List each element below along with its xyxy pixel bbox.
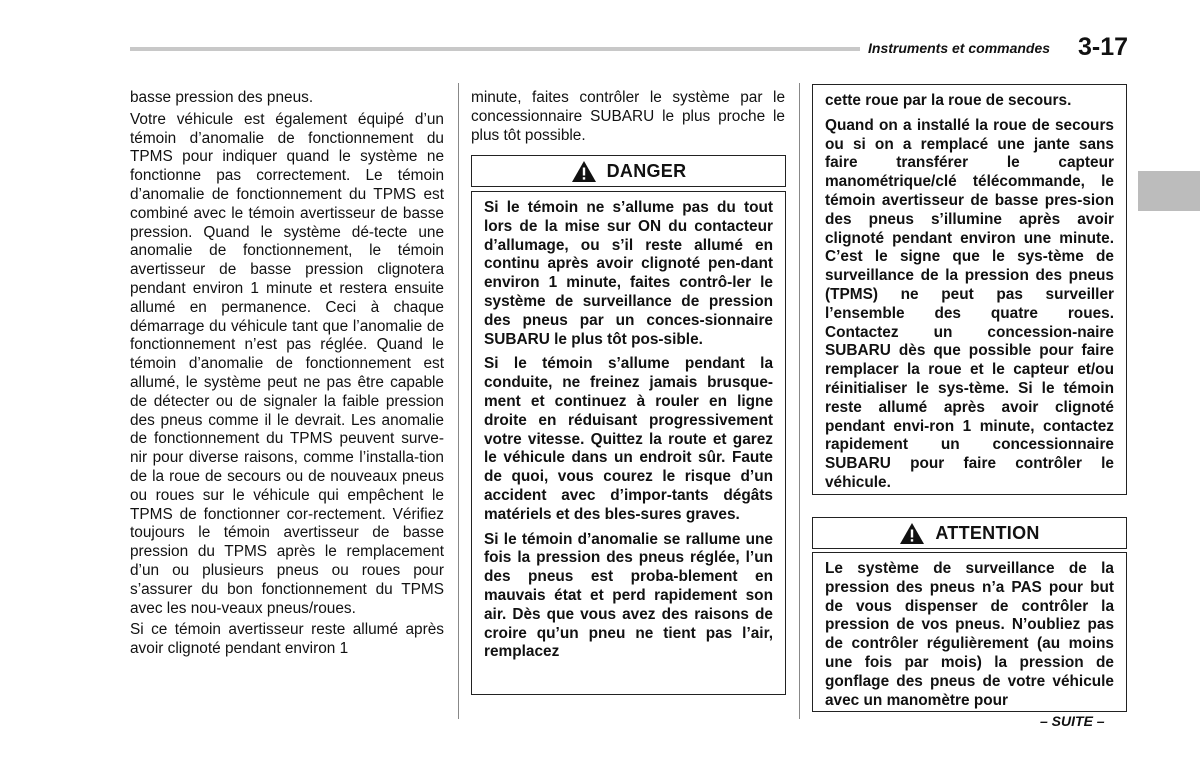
- page-number: 3-17: [1078, 33, 1129, 61]
- section-title: Instruments et commandes: [868, 40, 1051, 56]
- danger-paragraph: Quand on a installé la roue de secours ou si on a remplacé une jante sans faire transférer le capteur manométrique/clé télécommande, le témoin avertisseur de basse pres-sion des pneus s’illumine après avoir clignoté pendant environ une minute. C’est le signe que le sys-tème de surveillance de la pression des pneus (TPMS) ne peut pas surveiller l’ensemble des quatre roues. Contactez un concession-naire SUBARU dès que possible pour faire remplacer la roue et le capteur et/ou réinitialiser le sys-tème. Si le témoin reste allumé après avoir clignoté pendant envi-ron 1 minute, contactez rapidement un concessionnaire SUBARU pour faire contrôler le véhicule.: [825, 116, 1114, 491]
- attention-paragraph: Le système de surveillance de la pression des pneus n’a PAS pour but de vous dispenser de contrôler la pression de vos pneus. N’oubliez pas de contrôler régulièrement (au moins une fois par mois) la pression de gonflage des pneus de votre véhicule avec un manomètre pour: [825, 560, 1114, 709]
- column-divider: [799, 83, 800, 719]
- body-column-1: [130, 89, 444, 662]
- chapter-thumb-tab: [1138, 171, 1200, 211]
- warning-triangle-icon: [899, 522, 925, 545]
- danger-paragraph: Si le témoin d’anomalie se rallume une fois la pression des pneus réglée, l’un des pneus est proba-blement en mauvais état et perd rapidement son air. Dès que vous avez des raisons de croire qu’un pneu ne tient pas l’air, remplacez: [484, 530, 773, 661]
- attention-label: ATTENTION: [935, 522, 1040, 543]
- attention-box: [812, 552, 1127, 712]
- danger-paragraph: Si le témoin s’allume pendant la conduite, ne freinez jamais brusque-ment et continuez à rouler en ligne droite en réduisant progressivement votre vitesse. Quittez la route et garez le véhicule dans un endroit sûr. Faute de quoi, vous courez le risque d’un accident avec d’impor-tants dégâts matériels et des bles-sures graves.: [484, 355, 773, 523]
- danger-box-continued: [812, 84, 1127, 495]
- danger-paragraph: Si le témoin ne s’allume pas du tout lors de la mise sur ON du contacteur d’allumage, ou s’il reste allumé en continu après avoir clignoté pen-dant environ 1 minute, faites contrô-ler le système de surveillance de pression des pneus par un conces-sionnaire SUBARU le plus tôt pos-sible.: [484, 199, 773, 348]
- danger-paragraph: cette roue par la roue de secours.: [825, 92, 1072, 109]
- danger-label: DANGER: [606, 160, 687, 181]
- body-paragraph: basse pression des pneus.: [130, 89, 314, 106]
- body-paragraph: Votre véhicule est également équipé d’un témoin d’anomalie de fonctionnement du TPMS pour indiquer quand le système ne fonctionne pas correctement. Le témoin d’anomalie de fonctionnement du TPMS est combiné avec le témoin avertisseur de basse pression. Quand le système dé-tecte une anomalie de fonctionnement, le témoin avertisseur de basse pression clignotera pendant environ 1 minute et restera ensuite allumé en permanence. Ceci à chaque démarrage du véhicule tant que l’anomalie de fonctionnement n’est pas réglée. Quand le témoin d’anomalie de fonctionnement est allumé, le système peut ne pas être capable de détecter ou de signaler la faible pression des pneus comme il le devrait. Les anomalie de fonctionnement du TPMS peuvent surve-nir pour diverse raisons, comme l’installa-tion de la roue de secours ou de nouveaux pneus ou roues sur le véhicule qui empêchent le TPMS de fonctionner cor-rectement. Vérifiez toujours le témoin avertisseur de basse pression du TPMS après le remplacement d’un ou plusieurs pneus ou roues pour s’assurer du bon fonctionnement du TPMS avec les nou-veaux pneus/roues.: [130, 110, 444, 617]
- body-paragraph: Si ce témoin avertisseur reste allumé après avoir clignoté pendant environ 1: [130, 621, 444, 658]
- body-column-2: [471, 89, 785, 148]
- continued-indicator: – SUITE –: [1040, 713, 1105, 729]
- column-divider: [458, 83, 459, 719]
- body-paragraph: minute, faites contrôler le système par le concessionnaire SUBARU le plus proche le plus tôt possible.: [471, 89, 785, 144]
- header-rule: [130, 47, 860, 51]
- danger-box: [471, 191, 786, 695]
- danger-header: [471, 155, 786, 187]
- attention-header: [812, 517, 1127, 549]
- warning-triangle-icon: [571, 160, 597, 183]
